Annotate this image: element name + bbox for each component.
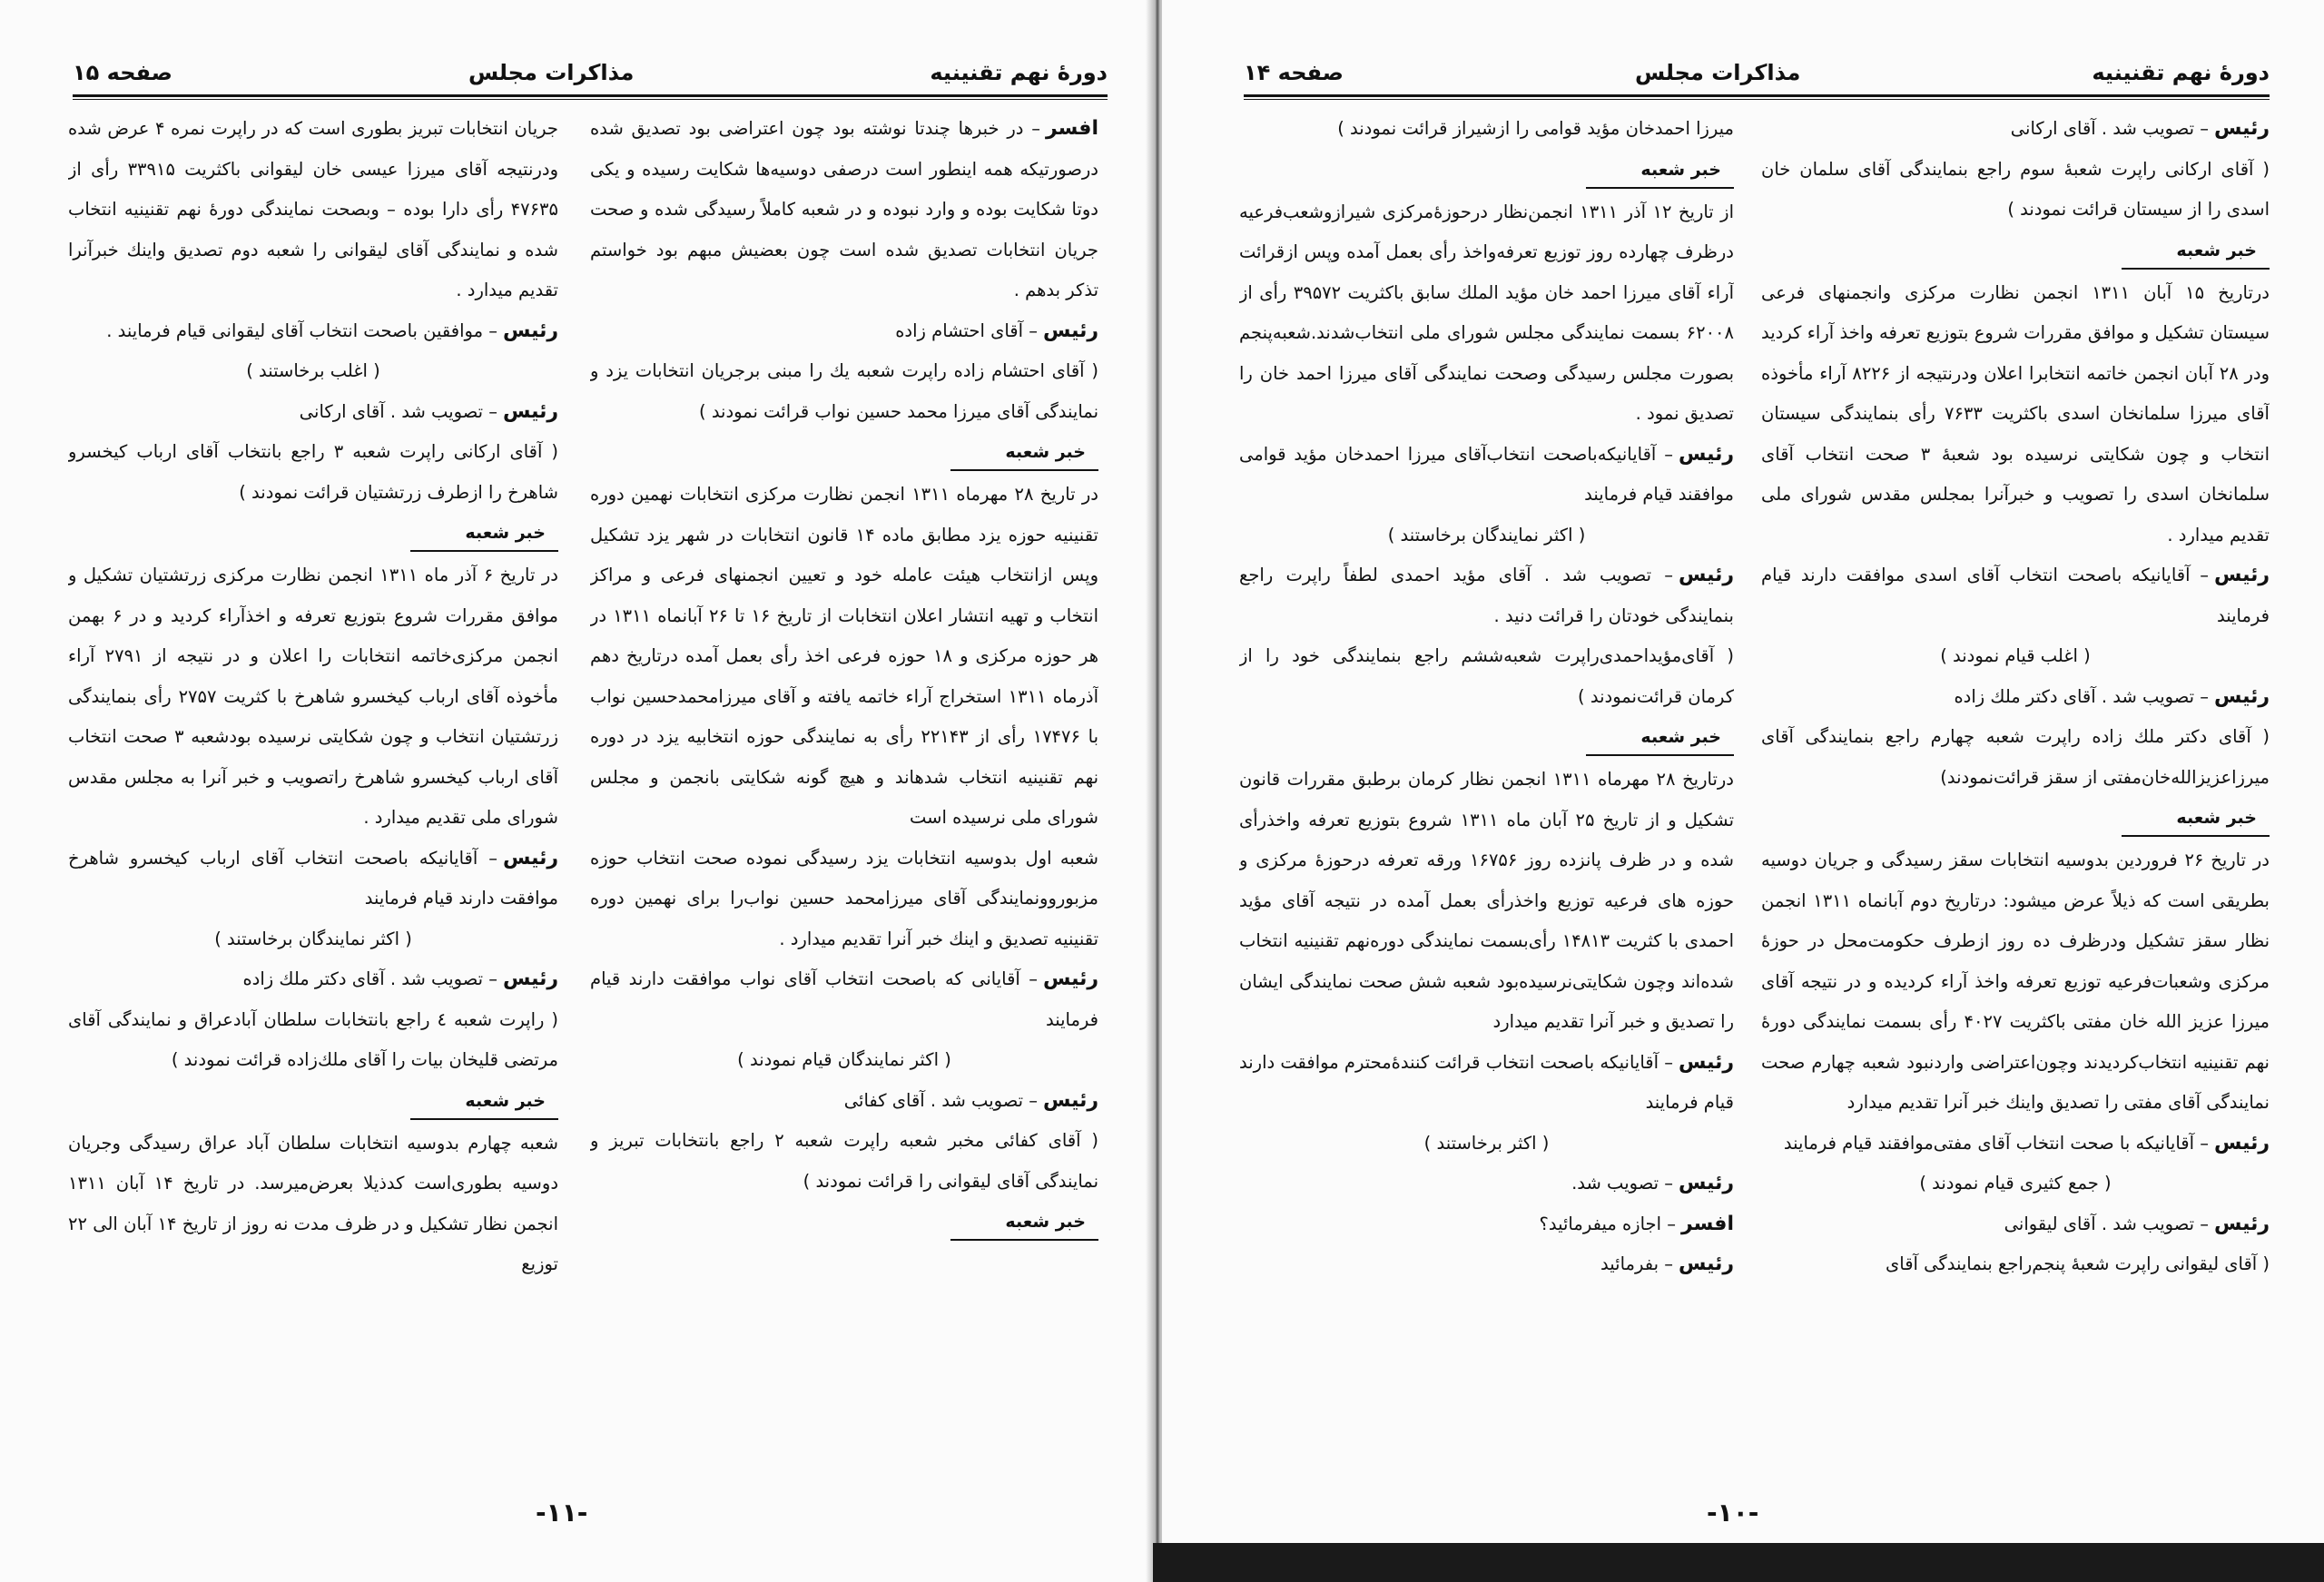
paragraph-text: ( اغلب قیام نمودند ) (1940, 645, 2091, 666)
speech-paragraph (1761, 1124, 2270, 1164)
speech-paragraph (1239, 1043, 1734, 1124)
vote-result (590, 1040, 1098, 1081)
speaker-name: رئیس (1678, 442, 1734, 466)
speaker-name: رئیس (502, 846, 558, 870)
section-heading-row (590, 1202, 1098, 1244)
paragraph-text: – تصویب شد . آقای ارکانی (2010, 118, 2209, 139)
paragraph-text: – بفرمائید (1600, 1253, 1673, 1274)
speaker-name: رئیس (2213, 117, 2270, 140)
speech-paragraph (1761, 109, 2270, 150)
left-page-left-column (68, 109, 558, 1489)
section-heading-row (68, 1081, 558, 1124)
text-paragraph (1239, 109, 1734, 150)
paragraph-text: درتاریخ ۱۵ آبان ۱۳۱۱ انجمن نظارت مرکزی وانجمنهای فرعی سیستان تشکیل و موافق مقررات شروع بتوزیع تعرفه واخذ آراء کردید ودر ۲۸ آبان انجمن خاتمه انتخابرا اعلان ودرنتیجه از ۸۲۲۶ آراء مأخوذه آقای میرزا سلمانخان اسدی باکثریت ۷۶۳۳ رأی بنمایندگی سیستان انتخاب و چون شکایتی نرسیده بود شعبهٔ ۳ صحت انتخاب آقای سلمانخان اسدی را تصویب و خبرآنرا بمجلس مقدس شورای ملی تقدیم میدارد . (1761, 281, 2270, 545)
text-paragraph (68, 1000, 558, 1081)
journal-title: مذاکرات مجلس (1634, 60, 1801, 85)
speech-paragraph (1239, 1244, 1734, 1285)
speaker-name: رئیس (502, 968, 558, 990)
section-heading: خبر شعبه (410, 1084, 558, 1120)
folio-number: -۱۰- (1707, 1498, 1759, 1528)
section-heading-row (68, 513, 558, 555)
header-rule (73, 94, 1108, 97)
paragraph-text: جریان انتخابات تبریز بطوری است که در راپرت نمره ۴ عرض شده ودرنتیجه آقای میرزا عیسی خان لیقوانی باکثریت ۳۳۹۱۵ رأی از ۴۷۶۳۵ رأی دارا بوده – وبصحت نمایندگی دورهٔ نهم تقنینیه انتخاب شده و نمایندگی آقای لیقوانی را شعبه دوم تصدیق واینك خبرآنرا تقدیم میدارد . (68, 118, 558, 300)
text-paragraph (1761, 840, 2270, 1124)
speaker-name: رئیس (1678, 1050, 1734, 1074)
speech-paragraph (590, 311, 1098, 352)
speech-paragraph (68, 959, 558, 1000)
paragraph-text: – اجازه میفرمائید؟ (1539, 1213, 1676, 1234)
speaker-name: رئیس (1042, 1088, 1098, 1112)
paragraph-text: – آقایانیکه باصحت انتخاب آقای اسدی موافقت دارند قیام فرمایند (1761, 565, 2270, 626)
paragraph-text: در تاریخ ۲۶ فروردین بدوسیه انتخابات سقز رسیدگی و جریان دوسیه بطریقی است که ذیلاً عرض میشود: درتاریخ دوم آبانماه ۱۳۱۱ انجمن نظار سقز تشکیل ودرظرف ده روز ازطرف حکومت‌محل در حوزهٔ مرکزی وشعبات‌فرعیه توزیع تعرفه واخذ آراء کردیده و در نتیجه آقای میرزا عزیز الله خان مفتی باکثریت ۴۰۲۷ رأی بسمت نمایندگی دورهٔ نهم تقنینیه انتخاب‌کردیدند وچون‌اعتراضی واردنبود شعبه چهارم صحت نمایندگی آقای مفتی را تصدیق واینك خبر آنرا تقدیم میدارد (1761, 850, 2270, 1113)
paragraph-text: شعبه چهارم بدوسیه انتخابات سلطان آباد عراق رسیدگی وجریان دوسیه بطوری‌است کدذیلا بعرض‌میرسد. در تاریخ ۱۴ آبان ۱۳۱۱ انجمن نظار تشکیل و در ظرف مدت نه روز از تاریخ ۱۴ آبان الی ۲۲ توزیع (68, 1132, 558, 1274)
text-paragraph (68, 555, 558, 839)
left-page-right-column (590, 109, 1098, 1489)
section-heading: خبر شعبه (1586, 152, 1734, 189)
speech-paragraph (590, 959, 1098, 1040)
section-heading-row (1761, 231, 2270, 273)
speech-paragraph (1761, 555, 2270, 636)
speaker-name: رئیس (1678, 564, 1734, 586)
speaker-name: رئیس (502, 399, 558, 423)
paragraph-text: – تصویب شد . آقای مؤید احمدی لطفاً راپرت راجع بنمایندگی خودتان را قرائت دنید . (1239, 565, 1734, 626)
paragraph-text: درتاریخ ۲۸ مهرماه ۱۳۱۱ انجمن نظار کرمان برطبق مقررات قانون تشکیل و از تاریخ ۲۵ آبان ماه ۱۳۱۱ شروع بتوزیع تعرفه واخذرأی شده و در ظرف پانزده روز ۱۶۷۵۶ ورقه تعرفه درحوزهٔ مرکزی و حوزه های فرعیه توزیع واخذرأی بعمل آمده در نتیجه آقای مؤید احمدی با کثریت ۱۴۸۱۳ رأی‌بسمت نمایندگی دوره‌نهم تقنینیه انتخاب شده‌اند وچون شکایتی‌نرسیده‌بود شعبه شش صحت نمایندگی ایشان را تصدیق و خبر آنرا تقدیم میدارد (1239, 769, 1734, 1032)
text-paragraph (1761, 150, 2270, 231)
speaker-name: رئیس (1042, 319, 1098, 342)
paragraph-text: – موافقین باصحت انتخاب آقای لیقوانی قیام فرمایند . (106, 319, 497, 341)
paragraph-text: میرزا احمدخان مؤید قوامی را ازشیراز قرائت نمودند ) (1337, 118, 1734, 139)
speech-paragraph (1761, 677, 2270, 718)
paragraph-text: – آقایانیکه باصحت انتخاب قرائت کنندهٔ‌محترم موافقت دارند قیام فرمایند (1239, 1051, 1734, 1113)
vote-result (1239, 1124, 1734, 1164)
speaker-name: رئیس (2213, 684, 2270, 708)
paragraph-text: – در خبرها چندتا نوشته بود چون اعتراضی بود تصدیق شده درصورتیکه همه اینطور است درصفی دوسیه‌ها شکایت رسیده و یکی دوتا شکایت بوده و وارد نبوده و در شعبه کاملاً رسیدگی شده و صحت جریان انتخابات تصدیق شده است چون بعضیش مبهم بود خواستم تذکر بدهم . (590, 118, 1098, 300)
section-heading: خبر شعبه (950, 1204, 1098, 1241)
section-heading: خبر شعبه (950, 435, 1098, 471)
header-rule-thin (1244, 99, 2270, 100)
speech-paragraph (1239, 1204, 1734, 1245)
paragraph-text: ( اکثر برخاستند ) (1423, 1132, 1550, 1154)
vote-result (1761, 1164, 2270, 1204)
paragraph-text: در تاریخ ۶ آذر ماه ۱۳۱۱ انجمن نظارت مرکزی زرتشتیان تشکیل و موافق مقررات شروع بتوزیع تعرفه و اخذآراء کردید و در ۶ بهمن انجمن مرکزی‌خاتمه انتخابات را اعلان و در نتیجه از ۲۷۹۱ آراء مأخوذه آقای ارباب کیخسرو شاهرخ با کثریت ۲۷۵۷ رأی بنمایندگی زرتشتیان انتخاب و چون شکایتی نرسیده بودشعبه ۳ صحت انتخاب آقای ارباب کیخسرو شاهرخ راتصویب و خبر آنرا به مجلس مقدس شورای ملی تقدیم میدارد . (68, 565, 558, 828)
vote-result (68, 351, 558, 392)
speaker-name: رئیس (502, 319, 558, 342)
session-label: دورهٔ نهم تقنینیه (2092, 60, 2270, 85)
section-heading-row (1761, 798, 2270, 840)
text-paragraph (590, 839, 1098, 960)
section-heading: خبر شعبه (1586, 720, 1734, 756)
paragraph-text: – آقایانیکه با صحت انتخاب آقای مفتی‌موافقند قیام فرمایند (1783, 1132, 2209, 1154)
paragraph-text: ( آقای دکتر ملك زاده راپرت شعبه چهارم راجع بنمایندگی آقای میرزاعزیزالله‌خان‌مفتی از سقز قرائت‌نمودند) (1761, 726, 2270, 788)
paragraph-text: شعبه اول بدوسیه انتخابات یزد رسیدگی نموده صحت انتخاب حوزه مزبوروونمایندگی آقای میرزامحمد حسین نواب‌را برای نهمین دوره تقنینیه تصدیق و اینك خبر آنرا تقدیم میدارد . (590, 847, 1098, 949)
paragraph-text: ( اکثر نمایندگان قیام نمودند ) (737, 1049, 951, 1070)
vote-result (1761, 636, 2270, 677)
paragraph-text: ( آقای ارکانی راپرت شعبهٔ سوم راجع بنمایندگی آقای سلمان خان اسدی را از سیستان قرائت نمودند ) (1761, 158, 2270, 220)
text-paragraph (590, 351, 1098, 432)
paragraph-text: از تاریخ ۱۲ آذر ۱۳۱۱ انجمن‌نظار درحوزهٔ‌مرکزی شیرازوشعب‌فرعیه درظرف چهارده روز توزیع تعرفه‌واخذ رأی بعمل آمده وپس ازقرائت آراء آقای میرزا احمد خان مؤید الملك سابق باکثریت ۳۹۵۷۲ رأی از ۶۲۰۰۸ بسمت نمایندگی مجلس شورای ملی انتخاب‌شدند.شعبه‌پنجم بصورت مجلس رسیدگی وصحت نمایندگی آقای میرزا احمد خان را تصدیق نمود . (1239, 201, 1734, 424)
speech-paragraph (1761, 1204, 2270, 1245)
left-page (0, 0, 1153, 1582)
paragraph-text: – تصویب شد . آقای دکتر ملك زاده (242, 968, 497, 989)
speaker-name: رئیس (1678, 1172, 1734, 1194)
header-rule (1244, 94, 2270, 97)
section-heading: خبر شعبه (2122, 801, 2270, 837)
vote-result (68, 919, 558, 960)
speaker-name: افسر (1045, 117, 1098, 140)
paragraph-text: ( آقای‌مؤیداحمدی‌راپرت شعبه‌ششم راجع بنمایندگی خود را از کرمان قرائت‌نمودند ) (1239, 645, 1734, 707)
text-paragraph (1239, 760, 1734, 1043)
paragraph-text: – تصویب شد . آقای دکتر ملك زاده (1954, 685, 2209, 707)
paragraph-text: ( جمع کثیری قیام نمودند ) (1919, 1173, 2112, 1194)
paragraph-text: ( آقای لیقوانی راپرت شعبهٔ پنجم‌راجع بنمایندگی آقای (1886, 1253, 2270, 1274)
speaker-name: رئیس (2213, 1212, 2270, 1235)
right-page (1162, 0, 2324, 1582)
section-heading: خبر شعبه (2122, 233, 2270, 270)
speaker-name: رئیس (2213, 564, 2270, 586)
paragraph-text: ( آقای ارکانی راپرت شعبه ۳ راجع بانتخاب آقای ارباب کیخسرو شاهرخ را ازطرف زرتشتیان قرائت نمودند ) (68, 441, 558, 503)
paragraph-text: – تصویب شد . آقای ارکانی (299, 400, 497, 422)
page-number: صفحه ۱۵ (73, 60, 172, 85)
text-paragraph (68, 432, 558, 513)
speaker-name: رئیس (1678, 1253, 1734, 1275)
text-paragraph (590, 1121, 1098, 1202)
right-page-header (1244, 50, 2270, 95)
paragraph-text: – آقایانی که باصحت انتخاب آقای نواب موافقت دارند قیام فرمایند (590, 968, 1098, 1030)
paragraph-text: – آقایانیکه‌باصحت انتخاب‌آقای میرزا احمدخان مؤید قوامی موافقند قیام فرمایند (1239, 443, 1734, 505)
paragraph-text: در تاریخ ۲۸ مهرماه ۱۳۱۱ انجمن نظارت مرکزی انتخابات نهمین دوره تقنینیه حوزه یزد مطابق ماده ۱۴ قانون انتخابات در شهر یزد تشکیل وپس ازانتخاب هیئت عامله خود و تعیین انجمنهای فرعی و مراکز انتخاب و تهیه انتشار اعلان انتخابات از تاریخ ۱۶ تا ۲۶ آبانماه ۱۳۱۱ در هر حوزه مرکزی و ۱۸ حوزه فرعی اخذ رأی بعمل آمده درتاریخ دهم آذرماه ۱۳۱۱ استخراج آراء خاتمه یافته و آقای میرزامحمدحسین نواب با ۱۷۴۷۶ رأی از ۲۲۱۴۳ رأی به نمایندگی حوزه انتخابیه یزد در دوره نهم تقنینیه انتخاب شدهاند و هیچ گونه شکایتی بانجمن و مجلس شورای ملی نرسیده است (590, 484, 1098, 828)
scan-edge-shadow (1153, 1543, 2324, 1582)
journal-title: مذاکرات مجلس (468, 60, 635, 85)
paragraph-text: ( اکثر نمایندگان برخاستند ) (1387, 524, 1586, 545)
section-heading-row (590, 432, 1098, 475)
speaker-name: رئیس (2213, 1131, 2270, 1155)
text-paragraph (1239, 192, 1734, 435)
speech-paragraph (1239, 555, 1734, 636)
speech-paragraph (1239, 1164, 1734, 1204)
speech-paragraph (1239, 435, 1734, 516)
session-label: دورهٔ نهم تقنینیه (930, 60, 1108, 85)
speaker-name: رئیس (1042, 968, 1098, 990)
folio-number: -۱۱- (536, 1498, 588, 1528)
speech-paragraph (68, 839, 558, 919)
section-heading-row (1239, 717, 1734, 760)
text-paragraph (1761, 717, 2270, 798)
paragraph-text: ( راپرت شعبه ٤ راجع بانتخابات سلطان آبادعراق و نمایندگی آقای مرتضی قلیخان بیات را آقای ملك‌زاده قرائت نمودند ) (68, 1008, 558, 1070)
text-paragraph (1761, 1244, 2270, 1285)
paragraph-text: ( اکثر نمایندگان برخاستند ) (214, 928, 412, 949)
right-page-right-column (1761, 109, 2270, 1489)
text-paragraph (1761, 273, 2270, 556)
speech-paragraph (68, 311, 558, 352)
right-page-left-column (1239, 109, 1734, 1489)
speech-paragraph (590, 1081, 1098, 1122)
paragraph-text: – آقای احتشام زاده (895, 319, 1038, 341)
paragraph-text: – آقایانیکه باصحت انتخاب آقای ارباب کیخسرو شاهرخ موافقت دارند قیام فرمایند (68, 847, 558, 909)
vote-result (1239, 516, 1734, 556)
paragraph-text: – تصویب شد . آقای کفائی (843, 1089, 1038, 1111)
speech-paragraph (590, 109, 1098, 311)
text-paragraph (68, 1124, 558, 1285)
header-rule-thin (73, 99, 1108, 100)
section-heading: خبر شعبه (410, 516, 558, 552)
left-page-header (73, 50, 1108, 95)
speech-paragraph (68, 392, 558, 433)
paragraph-text: ( آقای احتشام زاده راپرت شعبه یك را مبنی برجریان انتخابات یزد و نمایندگی آقای میرزا محمد حسین نواب قرائت نمودند ) (590, 360, 1098, 422)
section-heading-row (1239, 150, 1734, 192)
page-number: صفحه ۱۴ (1244, 60, 1344, 85)
text-paragraph (590, 475, 1098, 839)
paragraph-text: ( اغلب برخاستند ) (246, 360, 380, 381)
paragraph-text: – تصویب شد . آقای لیقوانی (2004, 1213, 2209, 1234)
paragraph-text: ( آقای کفائی مخبر شعبه راپرت شعبه ۲ راجع بانتخابات تبریز و نمایندگی آقای لیقوانی را قرائت نمودند ) (590, 1130, 1098, 1192)
speaker-name: افسر (1680, 1212, 1734, 1235)
text-paragraph (68, 109, 558, 311)
text-paragraph (1239, 636, 1734, 717)
paragraph-text: – تصویب شد. (1571, 1173, 1673, 1194)
